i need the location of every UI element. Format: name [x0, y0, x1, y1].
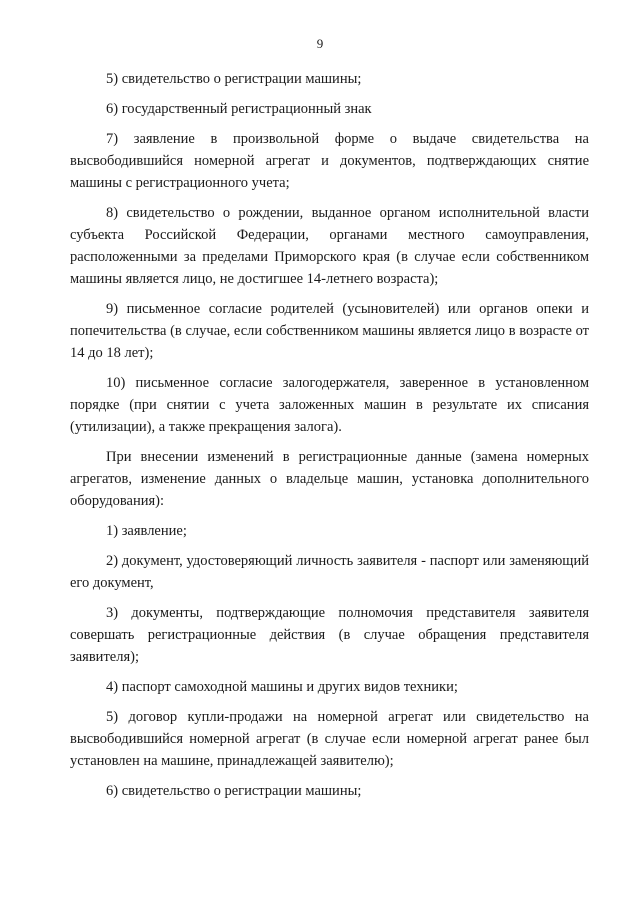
list-item: 10) письменное согласие залогодержателя, заверенное в установленном порядке (при снятии с учета заложенных машин в результате их списания (утилизации), а также прекращения залога). [70, 375, 589, 435]
list-item: 6) государственный регистрационный знак [106, 101, 372, 117]
list-item: 9) письменное согласие родителей (усыновителей) или органов опеки и попечительства (в случае, если собственником машины является лицо в возрасте от 14 до 18 лет); [70, 301, 589, 361]
document-body [70, 68, 589, 810]
section-intro: При внесении изменений в регистрационные данные (замена номерных агрегатов, изменение данных о владельце машин, установка дополнительного оборудования): [70, 449, 589, 509]
list-item: 6) свидетельство о регистрации машины; [106, 783, 362, 799]
list-item: 2) документ, удостоверяющий личность заявителя - паспорт или заменяющий его документ, [70, 553, 589, 591]
list-item: 1) заявление; [106, 523, 187, 539]
list-item: 7) заявление в произвольной форме о выдаче свидетельства на высвободившийся номерной агрегат и документов, подтверждающих снятие машины с регистрационного учета; [70, 131, 589, 191]
list-item: 4) паспорт самоходной машины и других видов техники; [106, 679, 458, 695]
list-item: 3) документы, подтверждающие полномочия представителя заявителя совершать регистрационные действия (в случае обращения представителя заявителя); [70, 605, 589, 665]
list-item: 5) договор купли-продажи на номерной агрегат или свидетельство на высвободившийся номерной агрегат (в случае если номерной агрегат ранее был установлен на машине, принадлежащей заявителю); [70, 709, 589, 769]
list-item: 5) свидетельство о регистрации машины; [106, 71, 362, 87]
list-item: 8) свидетельство о рождении, выданное органом исполнительной власти субъекта Российской Федерации, органами местного самоуправления, расположенными за пределами Приморского края (в случае если собственником машины является лицо, не достигшее 14-летнего возраста); [70, 205, 589, 287]
page-number: 9 [316, 36, 324, 51]
